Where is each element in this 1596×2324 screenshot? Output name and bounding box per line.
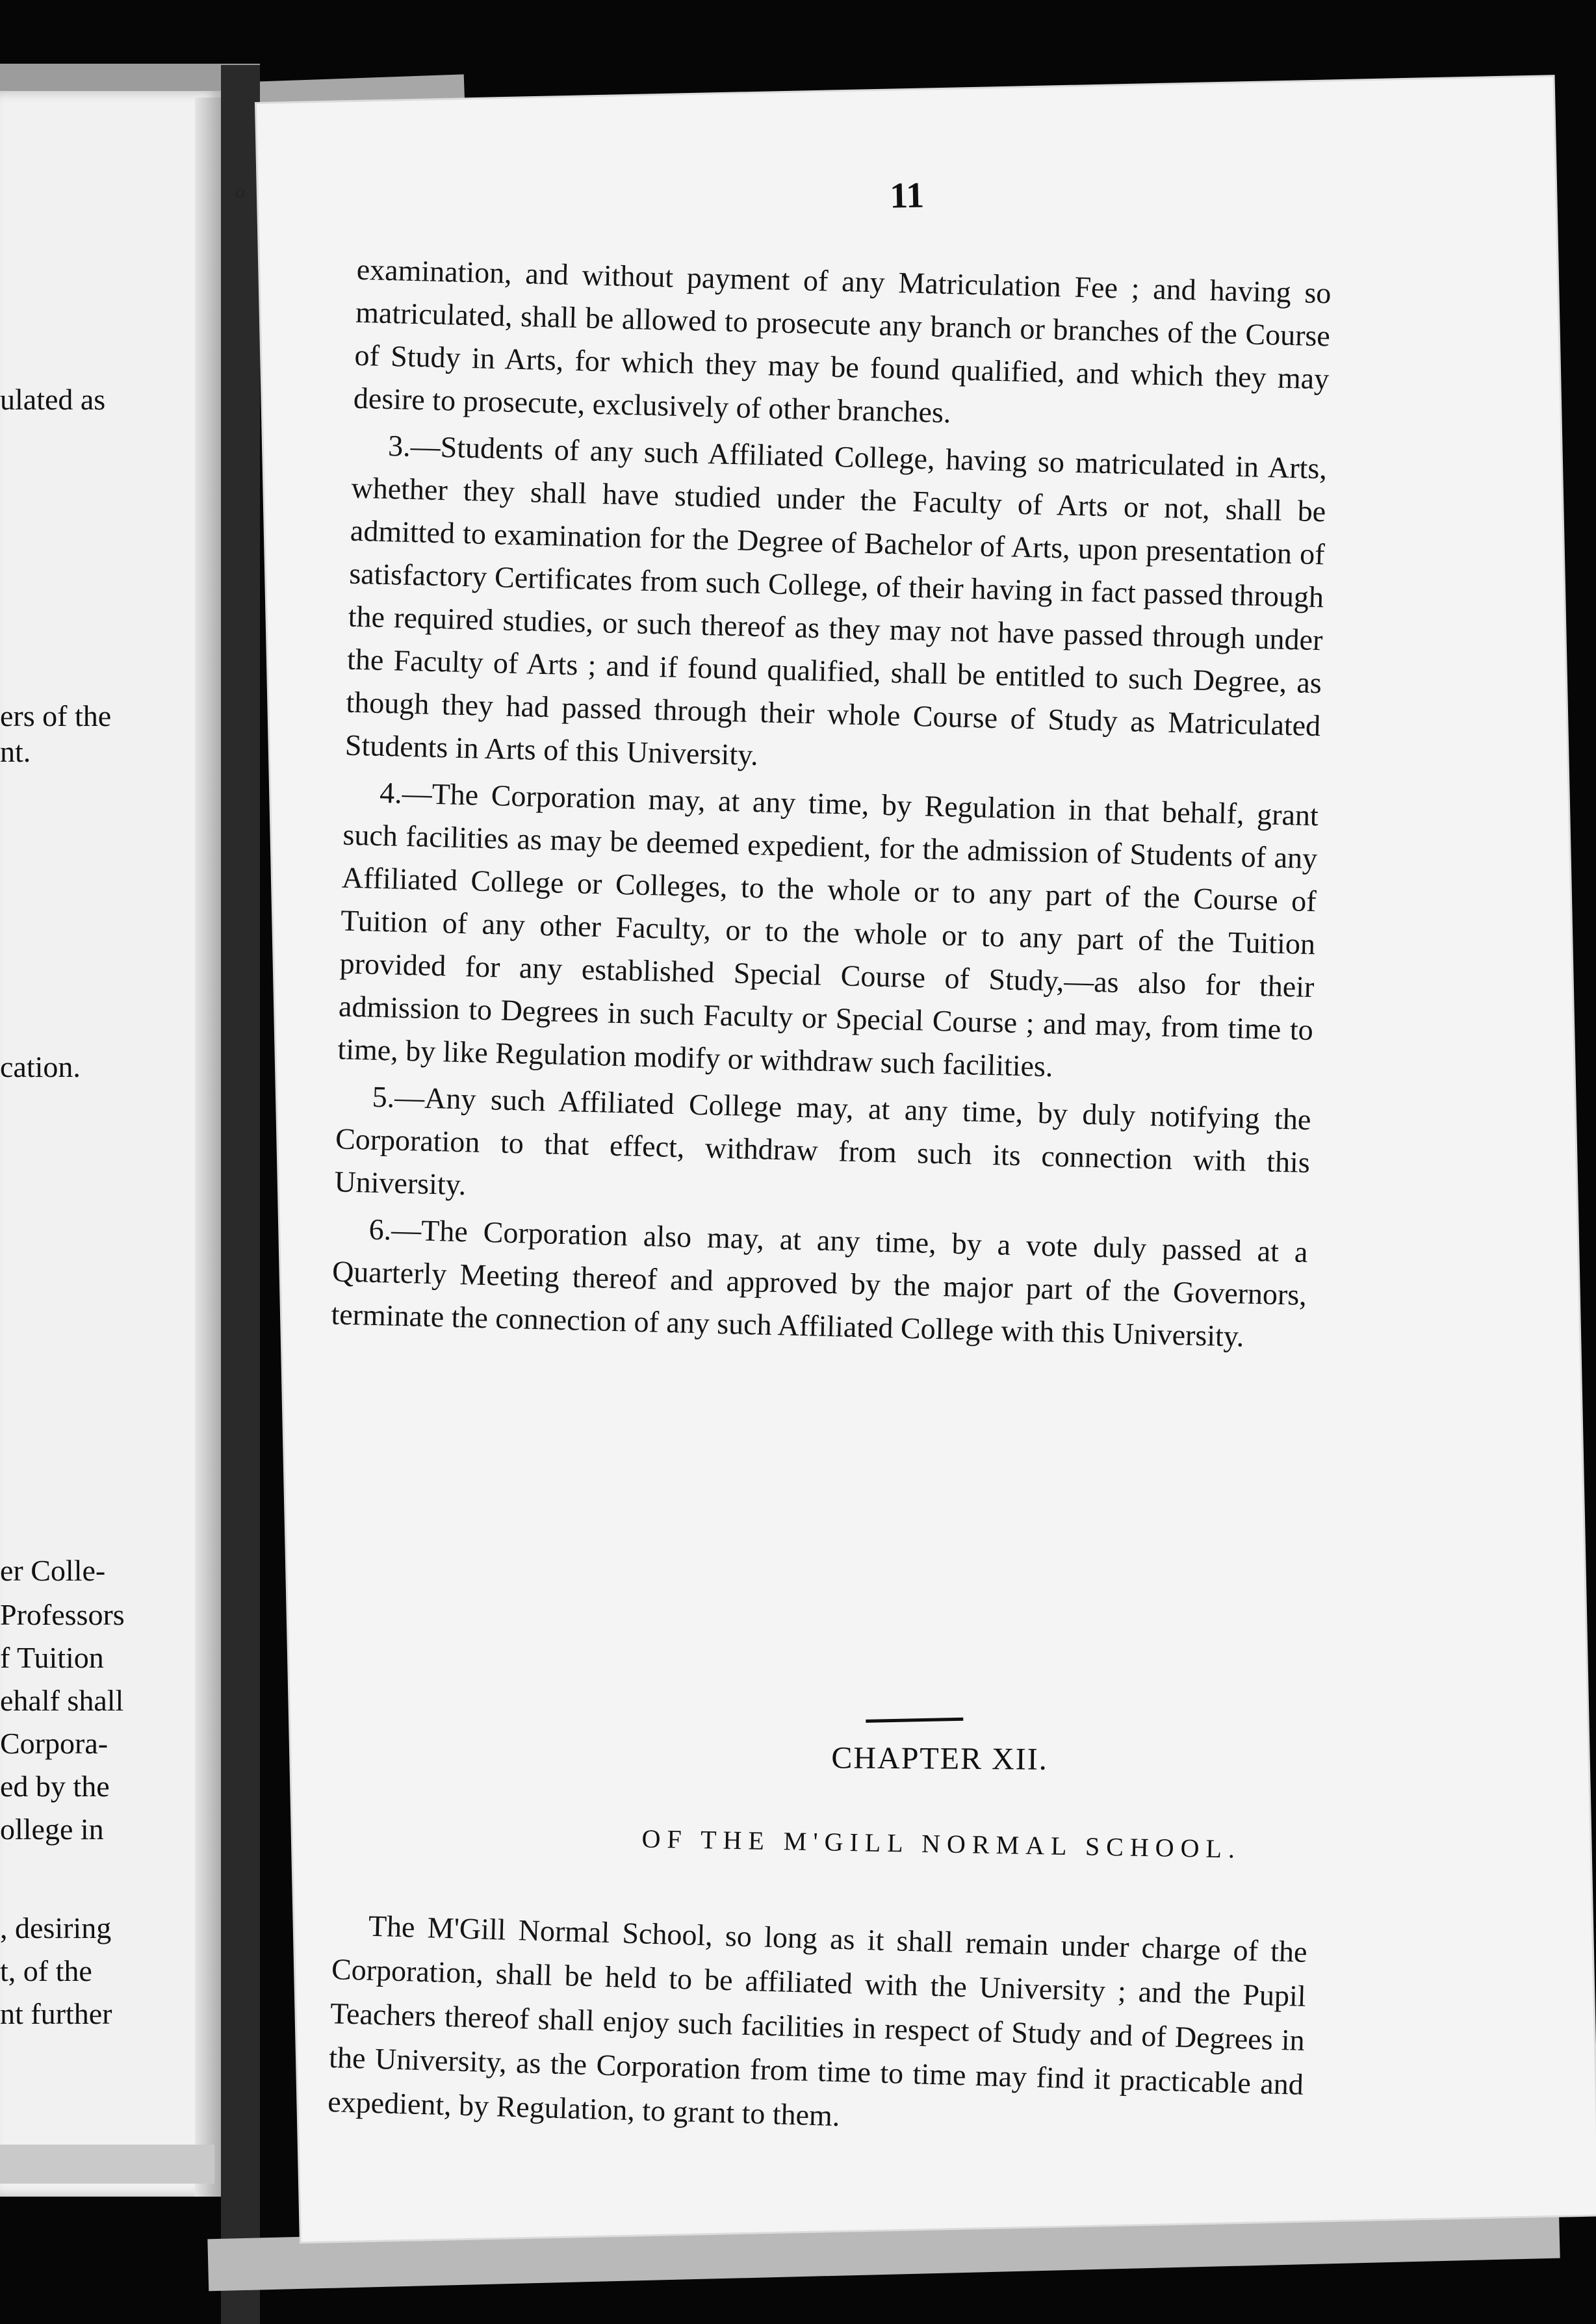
- left-page-fragment: ers of the: [0, 699, 112, 732]
- left-page-fragment: , desiring: [0, 1911, 112, 1944]
- left-page-fragment: f Tuition: [0, 1641, 104, 1674]
- left-page-fragment: ulated as: [0, 383, 106, 416]
- section-divider-rule: [866, 1718, 963, 1723]
- right-page: [257, 77, 1596, 2241]
- left-page-fragment: ollege in: [0, 1813, 104, 1846]
- paragraph: 6.—The Corporation also may, at any time, by a vote duly passed at a Quarterly Meeting thereof and approved by the major part of the Governors, terminate the connection of any such Affiliated College with this University.: [330, 1212, 1308, 1353]
- left-page-fragment: er Colle-: [0, 1554, 106, 1587]
- left-page-fragment: ehalf shall: [0, 1684, 124, 1717]
- left-page-fragment: nt.: [0, 735, 31, 768]
- left-page-fragment: cation.: [0, 1050, 81, 1083]
- chapter-body: [328, 1903, 1308, 2151]
- page-body-text: [331, 248, 1332, 1363]
- paragraph: 5.—Any such Affiliated College may, at any time, by duly notifying the Corporation to that effect, withdraw from such its connection with this University.: [333, 1079, 1311, 1202]
- paragraph: examination, and without payment of any Matriculation Fee ; and having so matriculated, shall be allowed to prosecute any branch or branches of the Course of Study in Arts, for which they may be found qualified, and which they may desire to prosecute, exclusively of other branches.: [353, 252, 1332, 430]
- paragraph: The M'Gill Normal School, so long as it shall remain under charge of the Corporation, shall be held to be affiliated with the University ; and the Pupil Teachers thereof shall enjoy such facilities in respect of Study and of Degrees in the University, as the Corporation from time to time may find it practicable and expedient, by Regulation, to grant to them.: [327, 1909, 1308, 2133]
- paragraph: 3.—Students of any such Affiliated College, having so matriculated in Arts, whether they shall have studied under the Faculty of Arts or not, shall be admitted to examination for the Degree of Bachelor of Arts, upon presentation of satisfactory Certificates from such College, of their having in fact passed through the required studies, or such thereof as they may not have passed through under the Faculty of Arts ; and if found qualified, shall be entitled to such Degree, as though they had passed through their whole Course of Study as Matriculated Students in Arts of this University.: [344, 429, 1328, 772]
- chapter-subtitle: OF THE M'GILL NORMAL SCHOOL.: [641, 1824, 1242, 1864]
- left-page-fragment: ed by the: [0, 1770, 110, 1803]
- left-facing-page: [0, 91, 221, 2197]
- chapter-title: CHAPTER XII.: [831, 1740, 1048, 1777]
- left-page-fragment: t, of the: [0, 1954, 92, 1987]
- left-page-fragment: Corpora-: [0, 1727, 109, 1760]
- left-page-fragment: Professors: [0, 1598, 125, 1631]
- page-number: 11: [889, 175, 925, 216]
- book-gutter: [221, 65, 260, 2324]
- paragraph: 4.—The Corporation may, at any time, by Regulation in that behalf, grant such facilities as may be deemed expedient, for the admission of Students of any Affiliated College or Colleges, to the whole or to any part of the Course of Tuition of any other Faculty, or to the whole or to any part of the Tuition provided for any established Special Course of Study,—as also for their admission to Degrees in such Faculty or Special Course ; and may, from time to time, by like Regulation modify or withdraw such facilities.: [337, 775, 1319, 1083]
- margin-mark: o: [235, 181, 245, 202]
- left-page-fragment: nt further: [0, 1997, 112, 2030]
- left-page-bottom-edge: [0, 2145, 214, 2184]
